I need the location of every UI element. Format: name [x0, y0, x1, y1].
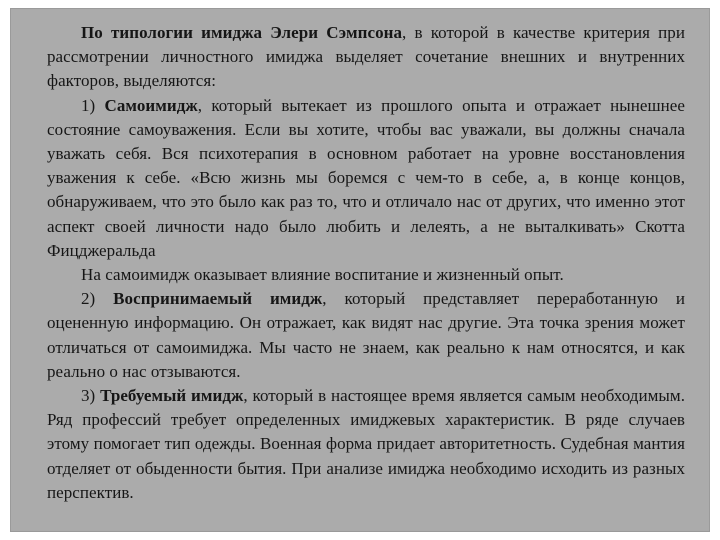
- paragraph-intro-rest: , в которой в качестве критерия при рассмотрении личностного имиджа выделяет сочетание внешних и внутренних факторов, выделяются:: [47, 23, 685, 91]
- paragraph-upbringing: [47, 263, 685, 287]
- paragraph-self-image: [47, 94, 685, 263]
- paragraph-self-image-term: Самоимидж: [104, 95, 198, 115]
- paragraph-self-image-rest: , который вытекает из прошлого опыта и отражает нынешнее состояние самоуважения. Если вы хотите, чтобы вас уважали, вы должны сначала уважать себя. Вся психотерапия в основном работает на уровне восстановления уважения к себе. «Всю жизнь мы боремся с чем-то в себе, а, в конце концов, обнаруживаем, что это было как раз то, что и отличало нас от других, что именно этот аспект своей личности надо было любить и лелеять, а не выталкивать» Скотта Фицджеральда: [47, 95, 685, 260]
- slide-text: [47, 21, 685, 505]
- paragraph-required-image: [47, 384, 685, 505]
- paragraph-required-image-rest: , который в настоящее время является самым необходимым. Ряд профессий требует определенных имиджевых характеристик. В ряде случаев этому помогает тип одежды. Военная форма придает авторитетность. Судебная мантия отделяет от обыденности бытия. При анализе имиджа необходимо исходить из разных перспектив.: [47, 386, 686, 502]
- paragraph-perceived-image-rest: , который представляет переработанную и оцененную информацию. Он отражает, как видят нас другие. Эта точка зрения может отличаться от самоимиджа. Мы часто не знаем, как реально к нам относятся, и как реально о нас отзываются.: [47, 289, 685, 381]
- paragraph-perceived-image-term: Воспринимаемый имидж: [113, 289, 323, 309]
- paragraph-intro-bold: По типологии имиджа Элери Сэмпсона: [81, 23, 403, 42]
- text-panel: [10, 8, 710, 532]
- paragraph-upbringing-text: На самоимидж оказывает влияние воспитание и жизненный опыт.: [81, 265, 564, 285]
- paragraph-required-image-term: Требуемый имидж: [100, 386, 244, 406]
- paragraph-perceived-image-number: 2): [81, 289, 114, 309]
- paragraph-perceived-image: [47, 287, 685, 384]
- paragraph-self-image-number: 1): [81, 95, 105, 115]
- paragraph-intro: [47, 21, 685, 94]
- paragraph-required-image-number: 3): [81, 386, 101, 406]
